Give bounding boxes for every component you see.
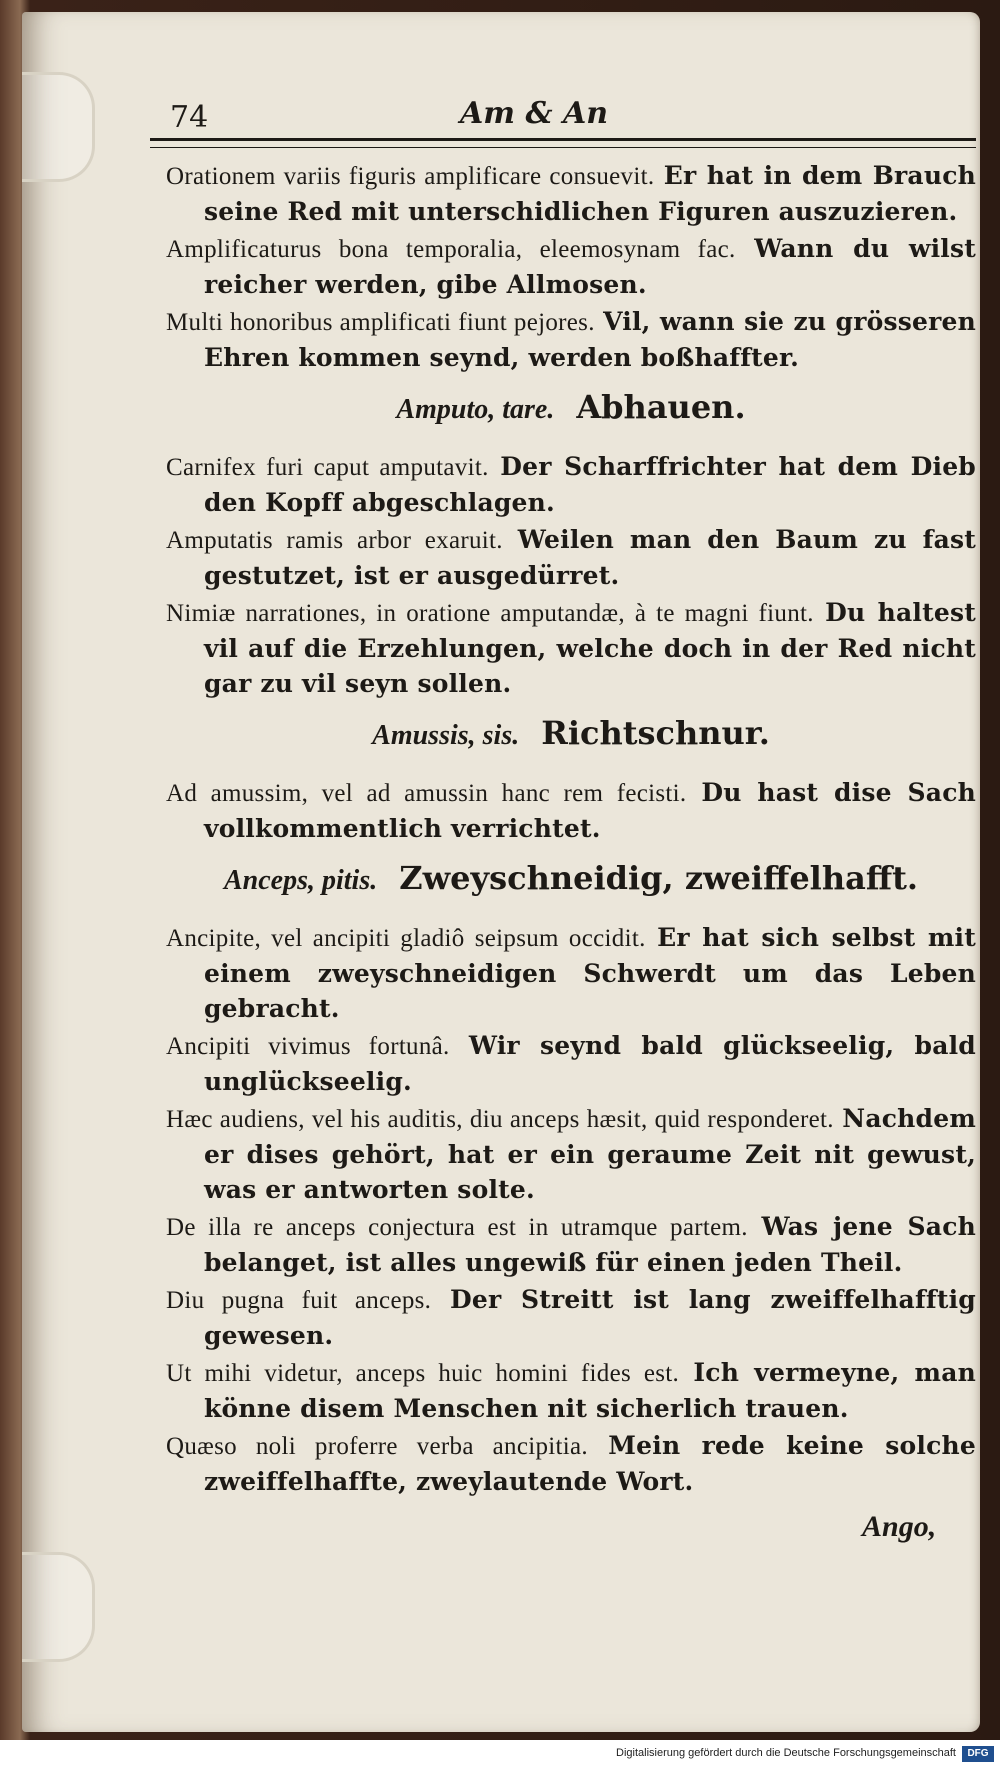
- german-text: Was jene Sach belanget, ist alles ungewiß für einen jeden Theil.: [204, 1212, 976, 1277]
- example-entry: [166, 1101, 976, 1207]
- latin-text: Hæc audiens, vel his auditis, diu anceps hæsit, quid responderet.: [166, 1106, 834, 1133]
- example-entry: [166, 449, 976, 520]
- lemma-heading: [166, 856, 976, 906]
- funding-credit: Digitalisierung gefördert durch die Deutsche Forschungsgemeinschaft: [616, 1747, 956, 1759]
- latin-text: Quæso noli proferre verba ancipitia.: [166, 1433, 588, 1460]
- german-text: Weilen man den Baum zu fast gestutzet, ist er ausgedürret.: [204, 525, 976, 590]
- page-number: 74: [170, 100, 209, 135]
- dfg-logo[interactable]: DFG: [962, 1746, 994, 1762]
- lemma: Amussis, sis.: [372, 720, 520, 751]
- latin-text: Amputatis ramis arbor exaruit.: [166, 527, 503, 554]
- german-text: Er hat in dem Brauch seine Red mit unterschidlichen Figuren auszuzieren.: [204, 161, 976, 226]
- page-clip-bottom: [22, 1552, 95, 1662]
- german-text: Du hast dise Sach vollkommentlich verrichtet.: [204, 778, 976, 843]
- example-entry: [166, 1282, 976, 1353]
- example-entry: [166, 304, 976, 375]
- lemma-gloss: Abhauen.: [576, 388, 746, 426]
- example-entry: [166, 775, 976, 846]
- german-text: Der Streitt ist lang zweiffelhafftig gewesen.: [204, 1285, 976, 1350]
- lemma-gloss: Richtschnur.: [541, 714, 770, 752]
- running-head: Am & An: [460, 96, 609, 131]
- lemma-gloss: Zweyschneidig, zweiffelhafft.: [399, 859, 919, 897]
- header-rule: [150, 138, 976, 148]
- german-text: Du haltest vil auf die Erzehlungen, welche doch in der Red nicht gar zu vil seyn sollen.: [204, 598, 976, 698]
- latin-text: Multi honoribus amplificati fiunt pejores.: [166, 309, 595, 336]
- german-text: Vil, wann sie zu grösseren Ehren kommen seynd, werden boßhaffter.: [204, 307, 976, 372]
- example-entry: [166, 522, 976, 593]
- german-text: Der Scharffrichter hat dem Dieb den Kopff abgeschlagen.: [204, 452, 976, 517]
- latin-text: Orationem variis figuris amplificare consuevit.: [166, 163, 655, 190]
- digitization-footer: [0, 1740, 1000, 1770]
- dictionary-text: [166, 158, 976, 1501]
- german-text: Wir seynd bald glückseelig, bald unglückseelig.: [204, 1031, 976, 1096]
- lemma: Anceps, pitis.: [223, 865, 378, 896]
- example-entry: [166, 1355, 976, 1426]
- german-text: Nachdem er dises gehört, hat er ein geraume Zeit nit gewust, was er antworten solte.: [204, 1104, 976, 1204]
- example-entry: [166, 920, 976, 1026]
- example-entry: [166, 231, 976, 302]
- latin-text: Diu pugna fuit anceps.: [166, 1287, 432, 1314]
- latin-text: Amplificaturus bona temporalia, eleemosynam fac.: [166, 236, 736, 263]
- german-text: Er hat sich selbst mit einem zweyschneidigen Schwerdt um das Leben gebracht.: [204, 923, 976, 1023]
- german-text: Mein rede keine solche zweiffelhaffte, zweylautende Wort.: [204, 1431, 976, 1496]
- example-entry: [166, 1428, 976, 1499]
- example-entry: [166, 595, 976, 701]
- latin-text: De illa re anceps conjectura est in utramque partem.: [166, 1214, 748, 1241]
- example-entry: [166, 1028, 976, 1099]
- latin-text: Nimiæ narrationes, in oratione amputandæ, à te magni fiunt.: [166, 600, 814, 627]
- lemma-heading: [166, 711, 976, 761]
- lemma-heading: [166, 385, 976, 435]
- lemma: Amputo, tare.: [396, 394, 555, 425]
- german-text: Ich vermeyne, man könne disem Menschen nit sicherlich trauen.: [204, 1358, 976, 1423]
- page-header: [150, 92, 976, 152]
- latin-text: Carnifex furi caput amputavit.: [166, 454, 489, 481]
- catchword: Ango,: [862, 1510, 937, 1543]
- example-entry: [166, 158, 976, 229]
- page-clip-top: [22, 72, 95, 182]
- latin-text: Ad amussim, vel ad amussin hanc rem fecisti.: [166, 780, 687, 807]
- latin-text: Ut mihi videtur, anceps huic homini fides est.: [166, 1360, 680, 1387]
- latin-text: Ancipite, vel ancipiti gladiô seipsum occidit.: [166, 925, 646, 952]
- german-text: Wann du wilst reicher werden, gibe Allmosen.: [204, 234, 976, 299]
- example-entry: [166, 1209, 976, 1280]
- latin-text: Ancipiti vivimus fortunâ.: [166, 1033, 450, 1060]
